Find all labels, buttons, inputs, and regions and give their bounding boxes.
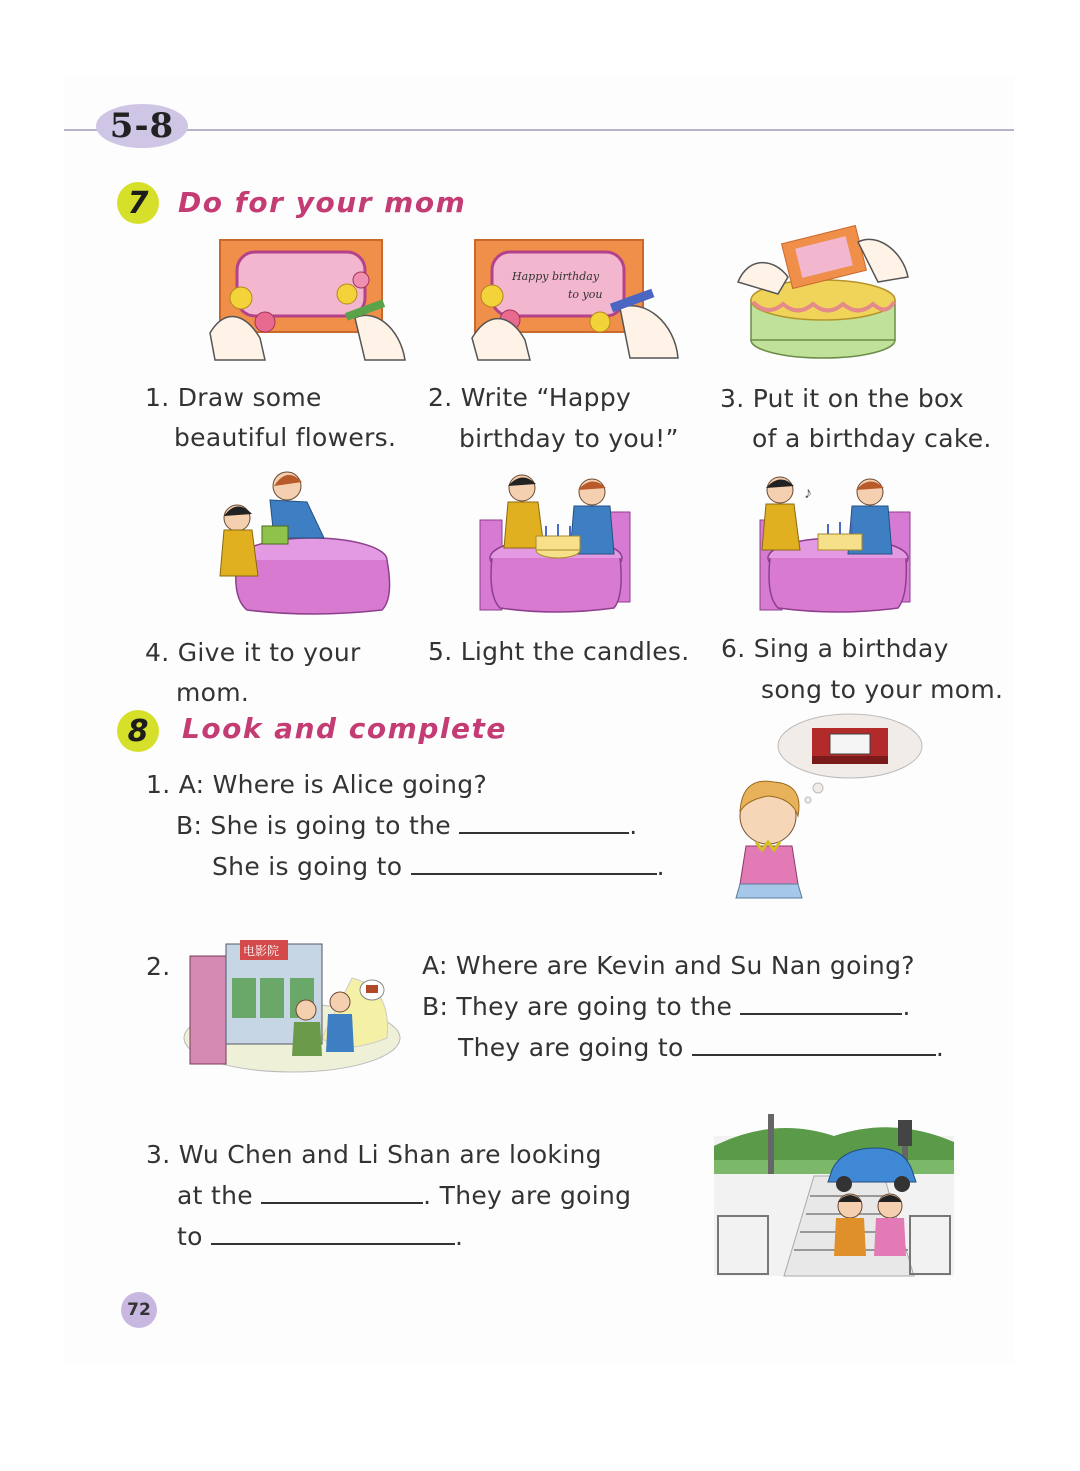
q1-question: 1. A: Where is Alice going? [146, 770, 488, 799]
draw-flowers-illustration [205, 238, 410, 363]
q3-line-1: 3. Wu Chen and Li Shan are looking [146, 1140, 602, 1169]
q1-answer-line-2: She is going to . [212, 852, 665, 881]
q1-blank-1[interactable] [459, 831, 629, 834]
step-3-line-2: of a birthday cake. [752, 424, 992, 453]
step-6-line-1: 6. Sing a birthday [721, 634, 949, 663]
cinema-street-illustration [182, 938, 397, 1073]
step-3-line-1: 3. Put it on the box [720, 384, 964, 413]
section-7-title: Do for your mom [178, 186, 467, 219]
card-text-1: Happy birthday [512, 270, 600, 283]
q2-answer-line-2: They are going to . [458, 1033, 945, 1062]
cinema-sign-text: 电影院 [243, 944, 280, 958]
q1-answer-text-1: B: She is going to the [176, 811, 451, 840]
section-8-title: Look and complete [182, 712, 507, 745]
q1-blank-2[interactable] [411, 872, 657, 875]
q2-number: 2. [146, 952, 171, 981]
unit-badge: 5-8 [96, 104, 188, 148]
step-2-line-1: 2. Write “Happy [428, 383, 632, 412]
step-1-line-1: 1. Draw some [145, 383, 322, 412]
section-8-number: 8 [117, 710, 159, 752]
step-4-line-2: mom. [176, 678, 250, 707]
q2-answer-line-1: B: They are going to the . [422, 992, 911, 1021]
step-1-line-2: beautiful flowers. [174, 423, 397, 452]
q3-text-to: to [177, 1222, 203, 1251]
q3-line-2 [177, 1181, 631, 1210]
step-6-line-2: song to your mom. [761, 675, 1004, 704]
q2-answer-text-1: B: They are going to the [422, 992, 733, 1021]
light-candles-illustration [478, 468, 636, 618]
q2-answer-text-2: They are going to [458, 1033, 684, 1062]
q2-blank-2[interactable] [692, 1053, 936, 1056]
header-rule [64, 129, 1014, 131]
page-number-badge: 72 [121, 1292, 157, 1328]
step-2-line-2: birthday to you!” [459, 424, 679, 453]
step-4-line-1: 4. Give it to your [145, 638, 361, 667]
cake-box-illustration [728, 222, 918, 362]
alice-cinema-illustration [732, 712, 932, 907]
card-text-2: to you [568, 288, 603, 301]
q2-blank-1[interactable] [740, 1012, 902, 1015]
give-card-illustration [212, 468, 402, 618]
q3-line-3: to . [177, 1222, 464, 1251]
q3-text-going: . They are going [423, 1181, 632, 1210]
section-7-number: 7 [117, 182, 159, 224]
crosswalk-illustration [714, 1106, 954, 1276]
q3-blank-1[interactable] [261, 1201, 423, 1204]
q1-answer-text-2: She is going to [212, 852, 403, 881]
write-card-illustration [470, 238, 685, 363]
sing-song-illustration [748, 468, 926, 618]
step-5-line-1: 5. Light the candles. [428, 637, 690, 666]
q2-question: A: Where are Kevin and Su Nan going? [422, 951, 915, 980]
q1-answer-line-1: B: She is going to the . [176, 811, 638, 840]
svg-text:♪: ♪ [804, 485, 812, 502]
q3-blank-2[interactable] [211, 1242, 455, 1245]
q3-text-at-the: at the [177, 1181, 253, 1210]
